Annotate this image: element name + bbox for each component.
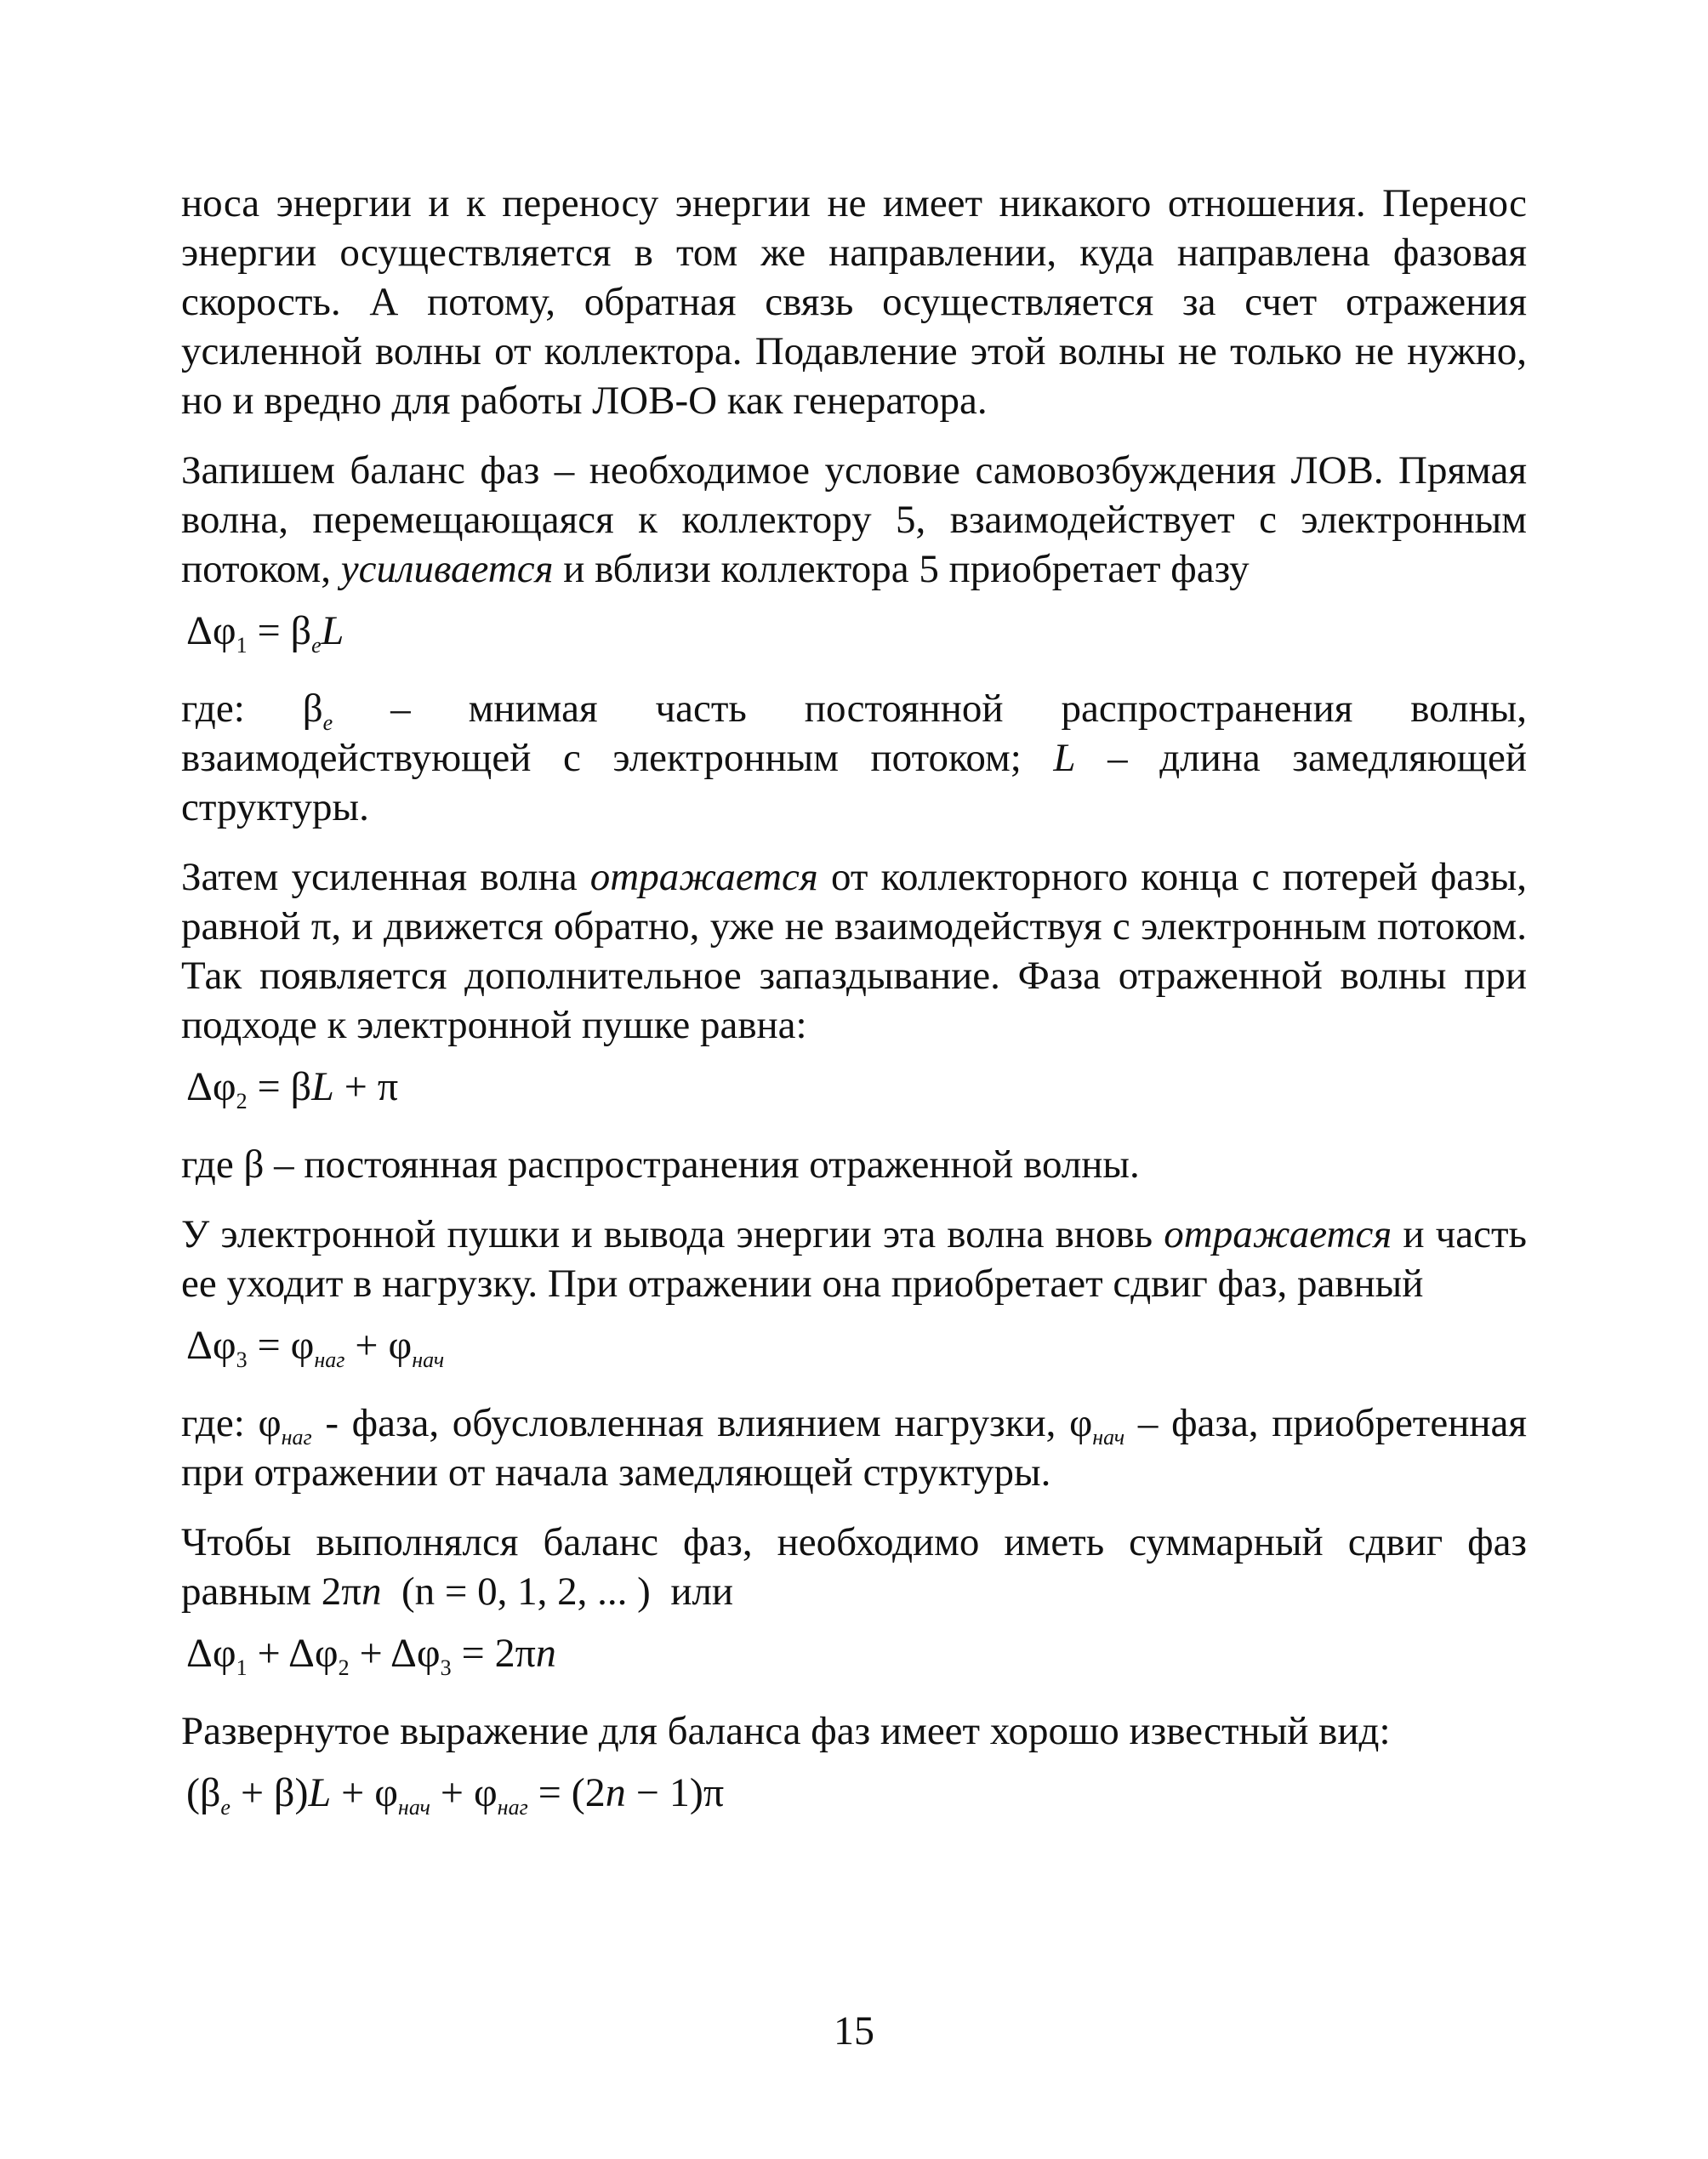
formula-subscript: 1 <box>236 633 248 658</box>
formula-symbol: φ <box>388 1323 413 1368</box>
emphasis-reflected-again: отражается <box>1164 1212 1392 1256</box>
formula-symbol: φ <box>374 1770 398 1815</box>
formula-symbol: φ <box>258 1401 282 1445</box>
formula-symbol: Δφ <box>390 1631 441 1676</box>
formula-subscript: наг <box>281 1425 312 1450</box>
paragraph-beta-e-definition <box>181 684 1527 832</box>
text-fragment: Чтобы выполнялся баланс фаз, необходимо иметь суммарный сдвиг фаз равным <box>181 1520 1527 1614</box>
formula-subscript: 3 <box>236 1347 248 1372</box>
formula-symbol: Δφ <box>186 608 236 653</box>
text-fragment: где β – постоянная распространения отраженной волны. <box>181 1142 1140 1187</box>
formula-symbol: L <box>321 608 344 653</box>
text-fragment: – мнимая часть постоянной распространения волны, взаимодействующей с электронным потоком; <box>181 686 1527 780</box>
formula-symbol: n <box>605 1770 626 1815</box>
paragraph-beta-definition <box>181 1140 1527 1189</box>
formula-symbol: π <box>703 1770 725 1815</box>
formula-expanded-balance: $(\beta_e + \beta)L + \varphi_{нач} + \varphi_{наг} = (2n - 1)\pi$ <box>186 1770 725 1820</box>
formula-subscript: 2 <box>236 1089 248 1114</box>
formula-subscript: 1 <box>236 1655 248 1680</box>
emphasis-reflected: отражается <box>589 855 818 899</box>
formula-subscript: нач <box>412 1347 445 1372</box>
text-fragment: или <box>670 1569 734 1614</box>
formula-symbol: L <box>311 1064 334 1109</box>
page-number: 15 <box>834 2008 874 2054</box>
formula-subscript: 3 <box>440 1655 452 1680</box>
formula-subscript: наг <box>497 1795 528 1820</box>
paragraph-total-shift <box>181 1518 1527 1616</box>
formula-symbol: n <box>535 1631 556 1676</box>
paragraph-gun-reflection <box>181 1210 1527 1308</box>
text-fragment: – длина замедляющей структуры. <box>181 736 1528 829</box>
formula-symbol: φ <box>1069 1401 1093 1445</box>
text-fragment: Затем усиленная волна <box>181 855 578 899</box>
text-fragment: где: <box>181 686 245 731</box>
formula-phase-sum: $\Delta\varphi_1 + \Delta\varphi_2 + \Delta\varphi_3 = 2\pi n$ <box>186 1631 556 1680</box>
formula-symbol: Δφ <box>288 1631 339 1676</box>
formula-symbol: 2π <box>321 1569 362 1614</box>
formula-symbol: β <box>199 1770 221 1815</box>
paragraph-intro-text: носа энергии и к переносу энергии не имеет никакого отношения. Перенос энергии осуществляется в том же направлении, куда направлена фазовая скорость. А потому, обратная связь осуществляется за счет отражения усиленной волны от коллектора. Подавление этой волны не только не нужно, но и вредно для работы ЛОВ-О как генератора. <box>181 181 1527 423</box>
text-fragment: от коллекторного конца с потерей фазы, равной π, и движется обратно, уже не взаимодействуя с электронным потоком. Так появляется дополнительное запаздывание. Фаза отраженной волны при подходе к электронной пушке равна: <box>181 855 1528 1047</box>
formula-symbol: β <box>290 1064 312 1109</box>
formula-symbol: Δφ <box>186 1323 236 1368</box>
formula-subscript: 2 <box>338 1655 350 1680</box>
paragraph-phi-definitions <box>181 1399 1527 1497</box>
formula-subscript: нач <box>397 1795 430 1820</box>
paragraph-expanded <box>181 1706 1527 1756</box>
formula-symbol: n <box>362 1569 382 1614</box>
formula-symbol: β <box>302 686 323 731</box>
formula-delta-phi-2: $\Delta\varphi_2 = \beta L + \pi$ <box>186 1064 399 1114</box>
text-fragment: - фаза, обусловленная влиянием нагрузки, <box>325 1401 1056 1445</box>
formula-symbol: φ <box>473 1770 498 1815</box>
page-content <box>181 179 1527 1846</box>
formula-symbol: (n = 0, 1, 2, ... ) <box>401 1569 651 1614</box>
paragraph-reflection <box>181 852 1527 1050</box>
formula-subscript: e <box>311 633 322 658</box>
formula-subscript: e <box>322 710 333 735</box>
paragraph-phase-balance <box>181 446 1527 594</box>
formula-symbol: 2π <box>494 1631 536 1676</box>
paragraph-phase-balance-text-b: и вблизи коллектора 5 приобретает фазу <box>563 547 1250 591</box>
paragraph-intro <box>181 179 1527 425</box>
formula-symbol: π <box>377 1064 399 1109</box>
formula-delta-phi-1: $\Delta\varphi_1 = \beta_eL$ <box>186 608 344 658</box>
text-fragment: У электронной пушки и вывода энергии эта волна вновь <box>181 1212 1153 1256</box>
formula-subscript: наг <box>314 1347 345 1372</box>
formula-symbol: Δφ <box>186 1631 236 1676</box>
text-fragment: и часть ее уходит в нагрузку. При отражении она приобретает сдвиг фаз, равный <box>181 1212 1527 1306</box>
formula-symbol: L <box>308 1770 332 1815</box>
formula-delta-phi-3: $\Delta\varphi_3 = \varphi_{наг} + \varphi_{нач}$ <box>186 1323 445 1372</box>
emphasis-amplified: усиливается <box>340 547 554 591</box>
formula-symbol: β <box>290 608 312 653</box>
formula-symbol: φ <box>290 1323 315 1368</box>
paragraph-phase-balance-text-a: Запишем баланс фаз – необходимое условие самовозбуждения ЛОВ. Прямая волна, перемещающаяся к коллектору 5, взаимодействует с электронным потоком, <box>181 448 1527 591</box>
text-fragment: где: <box>181 1401 245 1445</box>
formula-subscript: нач <box>1092 1425 1125 1450</box>
formula-symbol: β <box>274 1770 295 1815</box>
text-fragment: – фаза, приобретенная при отражении от начала замедляющей структуры. <box>181 1401 1527 1495</box>
formula-subscript: e <box>220 1795 231 1820</box>
text-fragment: Развернутое выражение для баланса фаз имеет хорошо известный вид: <box>181 1709 1391 1753</box>
formula-symbol: L <box>1053 736 1076 780</box>
formula-symbol: Δφ <box>186 1064 236 1109</box>
